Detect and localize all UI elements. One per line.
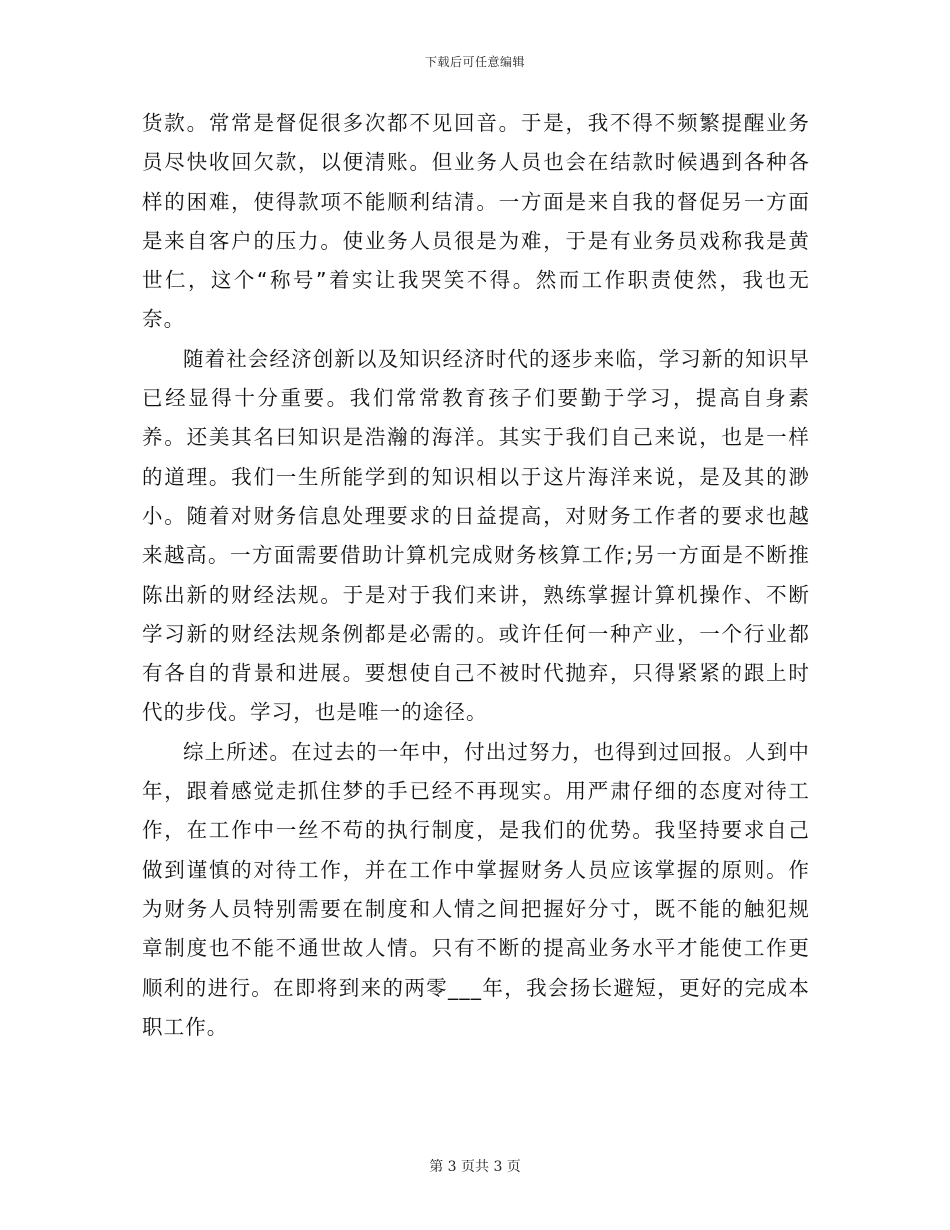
- paragraph-1: 货款。常常是督促很多次都不见回音。于是，我不得不频繁提醒业务员尽快收回欠款，以便清账。但业务人员也会在结款时候遇到各种各样的困难，使得款项不能顺利结清。一方面是来自我的督促另一方面是来自客户的压力。使业务人员很是为难，于是有业务员戏称我是黄世仁，这个“称号”着实让我哭笑不得。然而工作职责使然，我也无奈。: [142, 111, 810, 332]
- page-footer: 第 3 页共 3 页: [429, 1159, 521, 1175]
- document-body: [142, 104, 810, 1047]
- page-header: 下载后可任意编辑: [424, 55, 525, 69]
- paragraph-2: 随着社会经济创新以及知识经济时代的逐步来临，学习新的知识早已经显得十分重要。我们常常教育孩子们要勤于学习，提高自身素养。还美其名曰知识是浩瀚的海洋。其实于我们自己来说，也是一样的道理。我们一生所能学到的知识相以于这片海洋来说，是及其的渺小。随着对财务信息处理要求的日益提高，对财务工作者的要求也越来越高。一方面需要借助计算机完成财务核算工作;另一方面是不断推陈出新的财经法规。于是对于我们来讲，熟练掌握计算机操作、不断学习新的财经法规条例都是必需的。或许任何一种产业，一个行业都有各自的背景和进展。要想使自己不被时代抛弃，只得紧紧的跟上时代的步伐。学习，也是唯一的途径。: [142, 346, 810, 725]
- paragraph-3: 综上所述。在过去的一年中，付出过努力，也得到过回报。人到中年，跟着感觉走抓住梦的手已经不再现实。用严肃仔细的态度对待工作，在工作中一丝不苟的执行制度，是我们的优势。我坚持要求自己做到谨慎的对待工作，并在工作中掌握财务人员应该掌握的原则。作为财务人员特别需要在制度和人情之间把握好分寸，既不能的触犯规章制度也不能不通世故人情。只有不断的提高业务水平才能使工作更顺利的进行。在即将到来的两零___年，我会扬长避短，更好的完成本职工作。: [142, 739, 810, 1039]
